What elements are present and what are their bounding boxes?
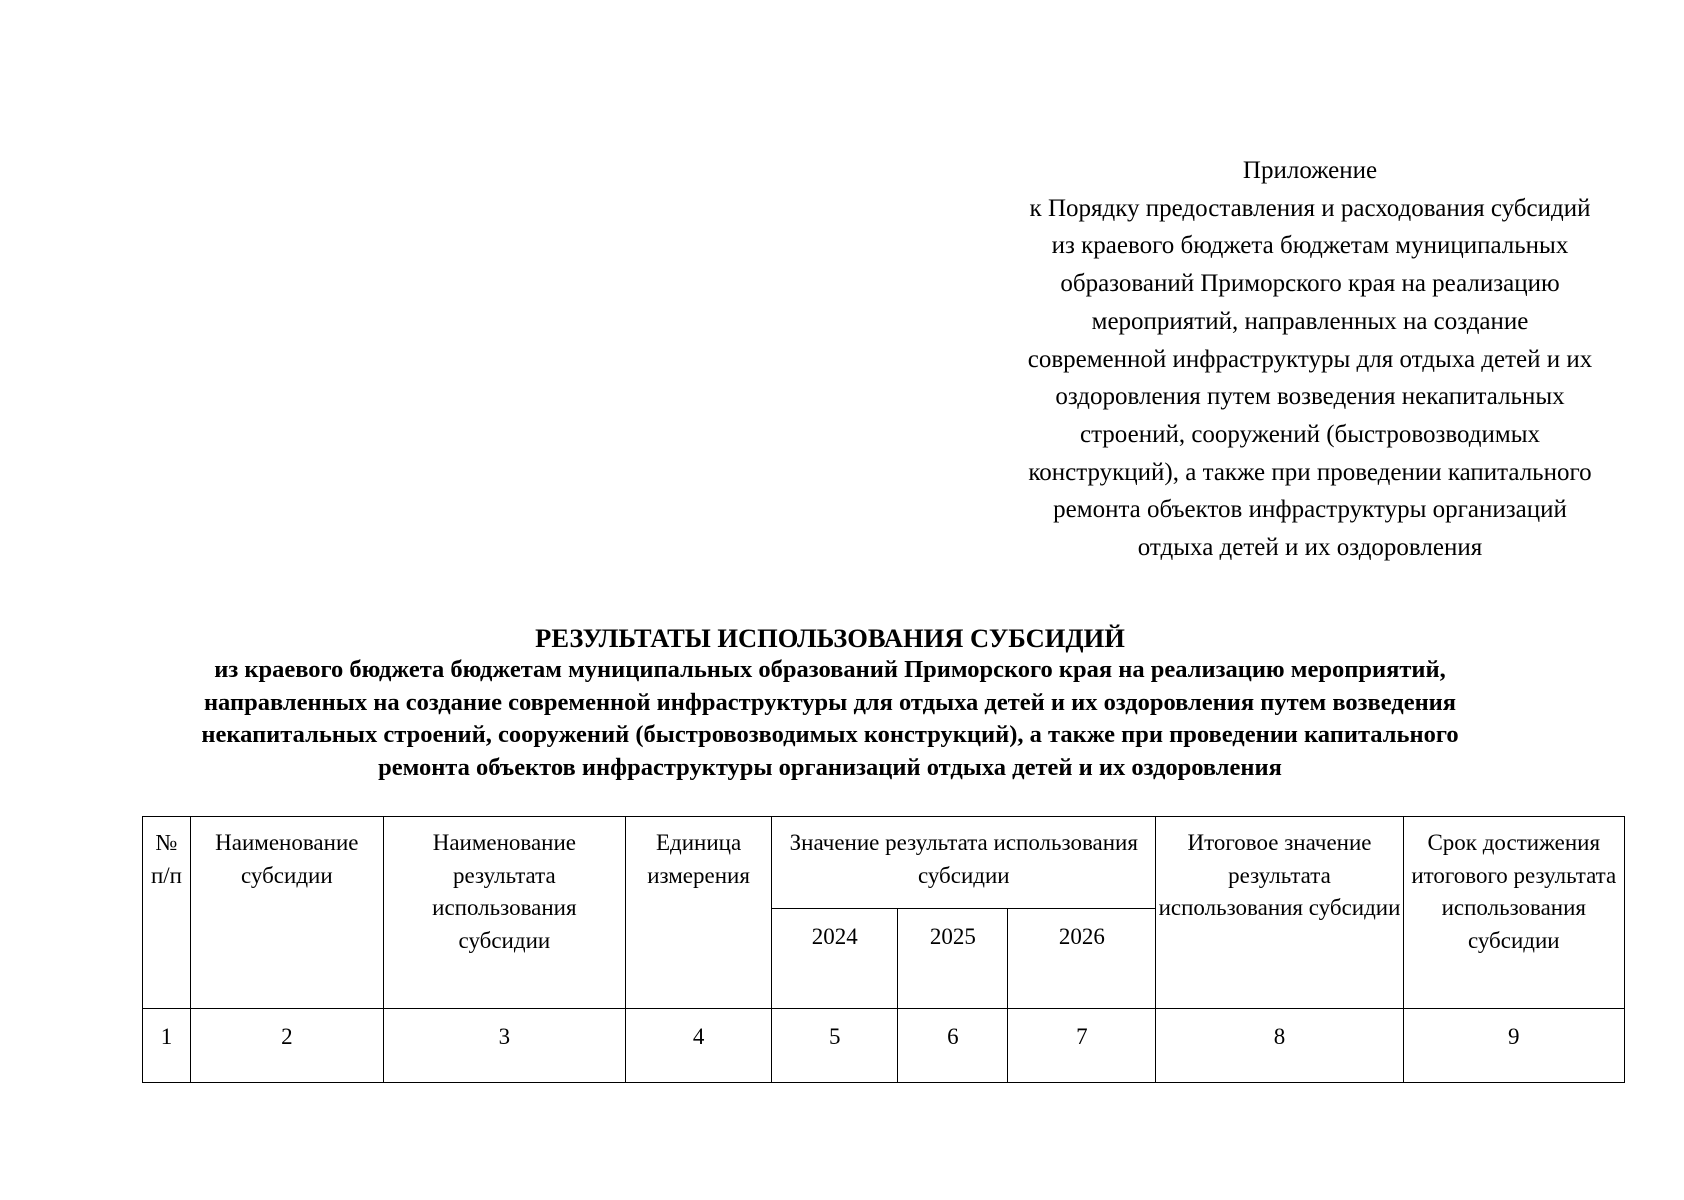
header-subsidy-name: Наименование субсидии [190,817,383,1009]
header-value-group: Значение результата использования субсидии [772,817,1156,909]
column-number: 9 [1403,1009,1624,1083]
appendix-line: конструкций), а также при проведении капитального [1028,458,1592,486]
results-table [142,816,1625,1083]
column-number: 8 [1156,1009,1403,1083]
column-number: 3 [383,1009,625,1083]
header-year-2024: 2024 [772,909,898,1009]
column-number: 1 [143,1009,191,1083]
appendix-line: ремонта объектов инфраструктуры организаций [1053,496,1567,524]
header-num: № п/п [143,817,191,1009]
appendix-line: современной инфраструктуры для отдыха детей и их [1027,345,1593,373]
title-sub-line: направленных на создание современной инфраструктуры для отдыха детей и их оздоровления путем возведения [203,688,1457,716]
appendix-line: образований Приморского края на реализацию [1060,270,1560,298]
header-result-name: Наименование результата использования субсидии [383,817,625,1009]
column-number: 6 [898,1009,1008,1083]
title-sub-line: ремонта объектов инфраструктуры организаций отдыха детей и их оздоровления [378,753,1282,781]
title-sub-line: из краевого бюджета бюджетам муниципальных образований Приморского края на реализацию мероприятий, [214,656,1446,683]
header-deadline: Срок достижения итогового результата использования субсидии [1403,817,1624,1009]
title-sub-line: некапитальных строений, сооружений (быстровозводимых конструкций), а также при проведении капитального [201,721,1459,748]
appendix-heading: Приложение [1242,157,1378,184]
header-year-2025: 2025 [898,909,1008,1009]
appendix-line: мероприятий, направленных на создание [1091,307,1529,335]
column-number: 7 [1008,1009,1156,1083]
header-year-2026: 2026 [1008,909,1156,1009]
title-main: РЕЗУЛЬТАТЫ ИСПОЛЬЗОВАНИЯ СУБСИДИЙ [535,623,1125,653]
appendix-block [960,152,1660,567]
table-row-column-numbers [143,1009,1625,1083]
column-number: 2 [190,1009,383,1083]
column-number: 4 [626,1009,772,1083]
document-title [120,622,1540,784]
header-final-value: Итоговое значение результата использования субсидии [1156,817,1403,1009]
table-header-row [143,817,1625,909]
appendix-line: отдыха детей и их оздоровления [1137,534,1483,562]
header-unit: Единица измерения [626,817,772,1009]
appendix-line: из краевого бюджета бюджетам муниципальных [1051,232,1569,260]
column-number: 5 [772,1009,898,1083]
appendix-line: к Порядку предоставления и расходования субсидий [1029,194,1591,222]
appendix-line: оздоровления путем возведения некапитальных [1055,383,1565,411]
appendix-line: строений, сооружений (быстровозводимых [1079,420,1541,448]
